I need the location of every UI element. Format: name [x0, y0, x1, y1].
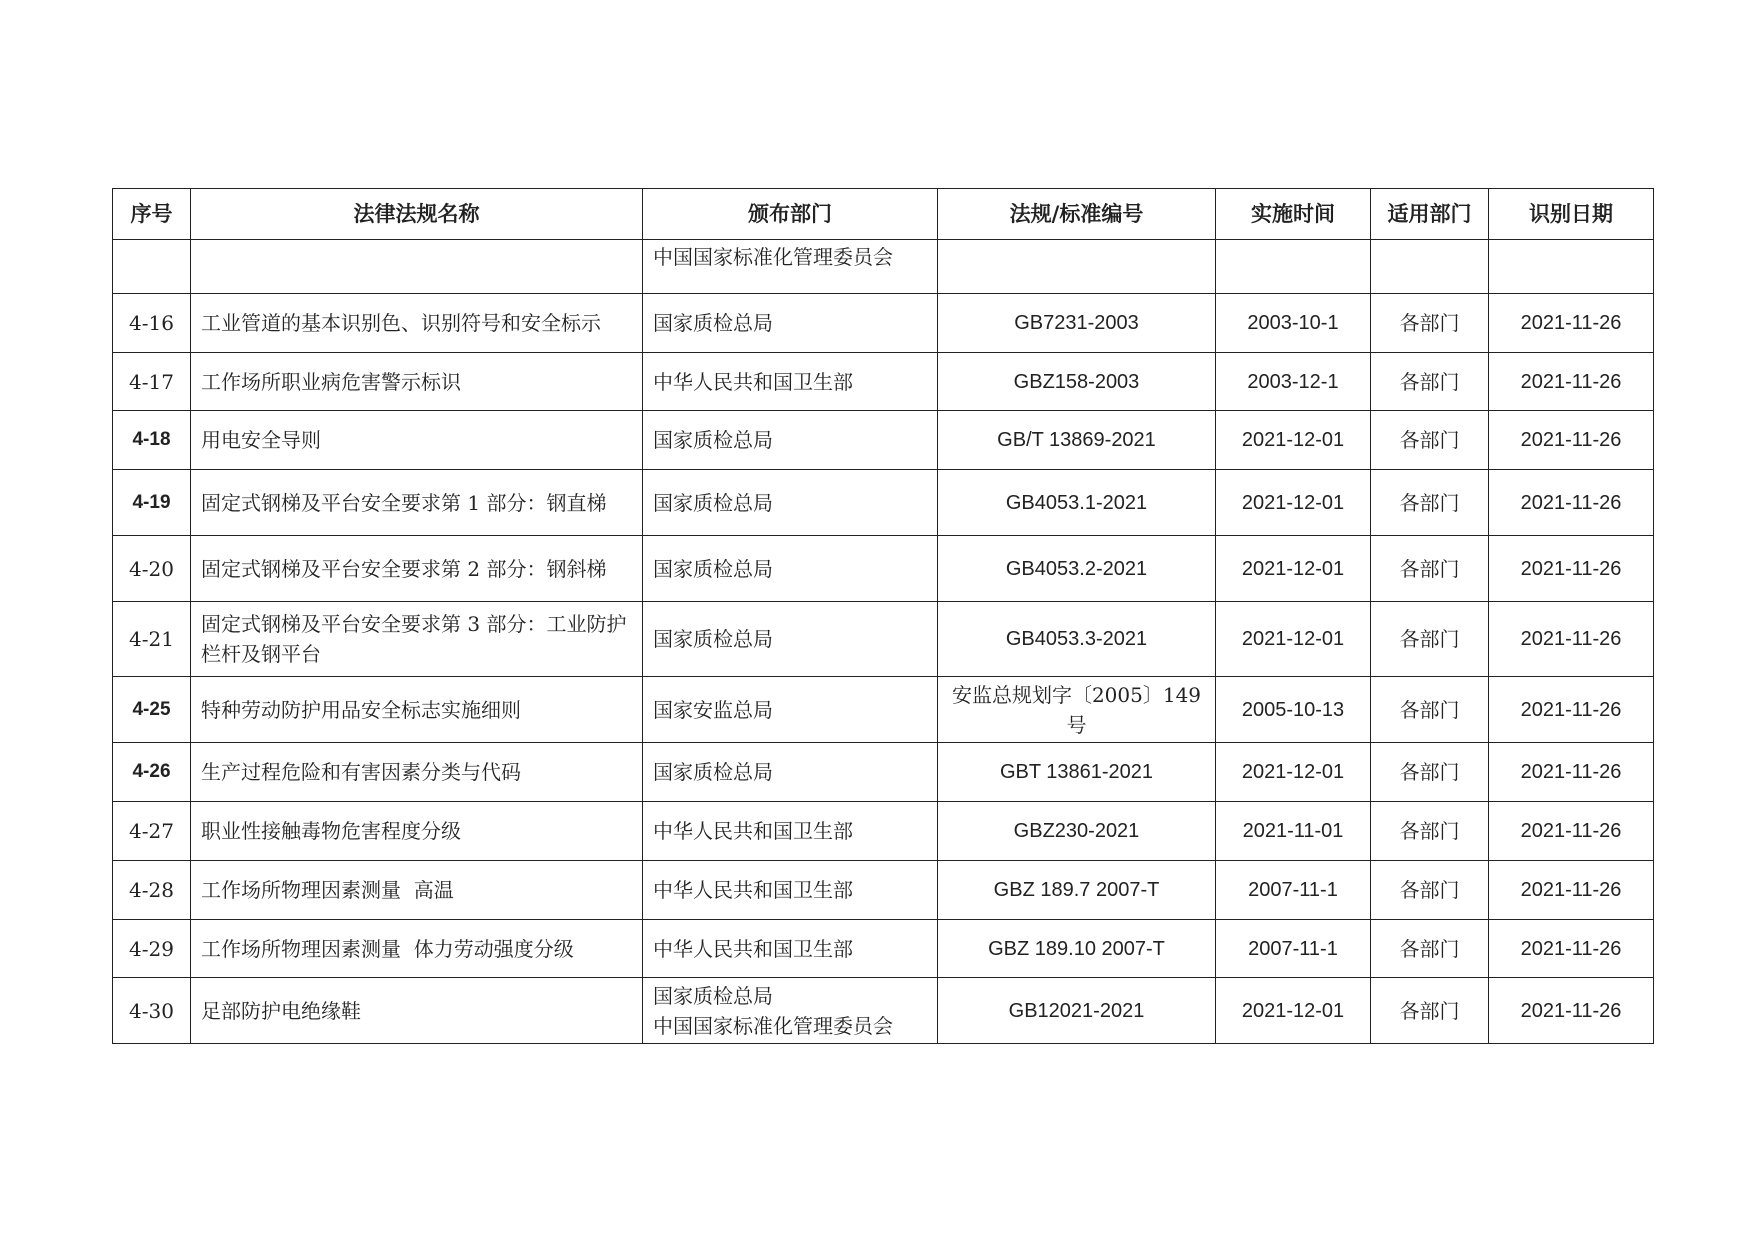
cell-applicable: 各部门 [1371, 536, 1489, 602]
cell-identified: 2021-11-26 [1489, 411, 1654, 470]
table-row [113, 536, 1654, 602]
cell-issuer: 中国国家标准化管理委员会 [643, 240, 938, 294]
cell-identified: 2021-11-26 [1489, 920, 1654, 978]
issuer-line: 国家质检总局 [653, 983, 773, 1008]
cell-effective: 2021-12-01 [1216, 743, 1371, 802]
header-applicable: 适用部门 [1371, 189, 1489, 240]
cell-effective [1216, 240, 1371, 294]
cell-issuer: 国家质检总局 [643, 602, 938, 677]
header-standard-no: 法规/标准编号 [938, 189, 1216, 240]
cell-applicable: 各部门 [1371, 470, 1489, 536]
cell-identified: 2021-11-26 [1489, 294, 1654, 353]
cell-issuer: 国家质检总局 [643, 294, 938, 353]
cell-identified: 2021-11-26 [1489, 602, 1654, 677]
cell-applicable: 各部门 [1371, 802, 1489, 861]
cell-identified: 2021-11-26 [1489, 353, 1654, 411]
cell-effective: 2021-12-01 [1216, 470, 1371, 536]
header-identified: 识别日期 [1489, 189, 1654, 240]
cell-identified: 2021-11-26 [1489, 470, 1654, 536]
cell-issuer: 国家安监总局 [643, 677, 938, 743]
table-row [113, 920, 1654, 978]
cell-issuer: 中华人民共和国卫生部 [643, 802, 938, 861]
cell-applicable: 各部门 [1371, 743, 1489, 802]
cell-seq: 4-27 [113, 802, 191, 861]
cell-seq: 4-26 [113, 743, 191, 802]
header-name: 法律法规名称 [191, 189, 643, 240]
header-issuer: 颁布部门 [643, 189, 938, 240]
cell-standard-no: GB7231-2003 [938, 294, 1216, 353]
cell-issuer [643, 978, 938, 1044]
cell-name: 固定式钢梯及平台安全要求第 2 部分：钢斜梯 [191, 536, 643, 602]
cell-identified: 2021-11-26 [1489, 802, 1654, 861]
cell-applicable: 各部门 [1371, 411, 1489, 470]
cell-name: 生产过程危险和有害因素分类与代码 [191, 743, 643, 802]
table-row [113, 677, 1654, 743]
cell-name: 固定式钢梯及平台安全要求第 3 部分：工业防护栏杆及钢平台 [191, 602, 643, 677]
table-row [113, 743, 1654, 802]
cell-standard-no: GBZ 189.7 2007-T [938, 861, 1216, 920]
cell-applicable: 各部门 [1371, 353, 1489, 411]
cell-name: 工作场所职业病危害警示标识 [191, 353, 643, 411]
cell-applicable: 各部门 [1371, 861, 1489, 920]
table-row [113, 802, 1654, 861]
table-row [113, 978, 1654, 1044]
cell-applicable: 各部门 [1371, 677, 1489, 743]
cell-effective: 2003-10-1 [1216, 294, 1371, 353]
cell-standard-no: GB4053.1-2021 [938, 470, 1216, 536]
cell-seq: 4-16 [113, 294, 191, 353]
cell-effective: 2021-12-01 [1216, 411, 1371, 470]
cell-name: 足部防护电绝缘鞋 [191, 978, 643, 1044]
cell-name: 工业管道的基本识别色、识别符号和安全标示 [191, 294, 643, 353]
cell-standard-no: GBZ 189.10 2007-T [938, 920, 1216, 978]
cell-seq: 4-20 [113, 536, 191, 602]
continuation-row [113, 240, 1654, 294]
cell-name: 固定式钢梯及平台安全要求第 1 部分：钢直梯 [191, 470, 643, 536]
cell-effective: 2021-12-01 [1216, 536, 1371, 602]
cell-name: 特种劳动防护用品安全标志实施细则 [191, 677, 643, 743]
cell-identified: 2021-11-26 [1489, 677, 1654, 743]
cell-standard-no [938, 240, 1216, 294]
cell-standard-no: GB4053.2-2021 [938, 536, 1216, 602]
cell-issuer: 中华人民共和国卫生部 [643, 861, 938, 920]
cell-effective: 2021-11-01 [1216, 802, 1371, 861]
cell-seq: 4-28 [113, 861, 191, 920]
cell-seq: 4-19 [113, 470, 191, 536]
cell-issuer: 中华人民共和国卫生部 [643, 353, 938, 411]
header-row [113, 189, 1654, 240]
cell-effective: 2007-11-1 [1216, 920, 1371, 978]
cell-identified [1489, 240, 1654, 294]
header-seq: 序号 [113, 189, 191, 240]
cell-applicable: 各部门 [1371, 602, 1489, 677]
cell-issuer: 中华人民共和国卫生部 [643, 920, 938, 978]
cell-seq: 4-29 [113, 920, 191, 978]
cell-seq [113, 240, 191, 294]
table-row [113, 470, 1654, 536]
cell-identified: 2021-11-26 [1489, 536, 1654, 602]
cell-applicable [1371, 240, 1489, 294]
cell-issuer: 国家质检总局 [643, 470, 938, 536]
cell-issuer: 国家质检总局 [643, 411, 938, 470]
cell-seq: 4-30 [113, 978, 191, 1044]
cell-standard-no: GBZ158-2003 [938, 353, 1216, 411]
cell-name: 用电安全导则 [191, 411, 643, 470]
cell-applicable: 各部门 [1371, 920, 1489, 978]
cell-standard-no: GBZ230-2021 [938, 802, 1216, 861]
table-row [113, 861, 1654, 920]
cell-name: 职业性接触毒物危害程度分级 [191, 802, 643, 861]
header-effective: 实施时间 [1216, 189, 1371, 240]
cell-applicable: 各部门 [1371, 978, 1489, 1044]
cell-standard-no: GBT 13861-2021 [938, 743, 1216, 802]
cell-standard-no: GB/T 13869-2021 [938, 411, 1216, 470]
cell-identified: 2021-11-26 [1489, 978, 1654, 1044]
cell-name: 工作场所物理因素测量 体力劳动强度分级 [191, 920, 643, 978]
cell-standard-no: 安监总规划字〔2005〕149号 [938, 677, 1216, 743]
cell-effective: 2007-11-1 [1216, 861, 1371, 920]
cell-effective: 2005-10-13 [1216, 677, 1371, 743]
cell-name [191, 240, 643, 294]
cell-identified: 2021-11-26 [1489, 743, 1654, 802]
table-row [113, 294, 1654, 353]
cell-seq: 4-21 [113, 602, 191, 677]
cell-applicable: 各部门 [1371, 294, 1489, 353]
cell-standard-no: GB12021-2021 [938, 978, 1216, 1044]
cell-seq: 4-25 [113, 677, 191, 743]
table-row [113, 411, 1654, 470]
cell-seq: 4-17 [113, 353, 191, 411]
cell-effective: 2003-12-1 [1216, 353, 1371, 411]
cell-standard-no: GB4053.3-2021 [938, 602, 1216, 677]
cell-issuer: 国家质检总局 [643, 743, 938, 802]
cell-issuer: 国家质检总局 [643, 536, 938, 602]
cell-effective: 2021-12-01 [1216, 978, 1371, 1044]
table-row [113, 353, 1654, 411]
cell-name: 工作场所物理因素测量 高温 [191, 861, 643, 920]
cell-effective: 2021-12-01 [1216, 602, 1371, 677]
regulations-table [112, 188, 1654, 1044]
cell-identified: 2021-11-26 [1489, 861, 1654, 920]
table-row [113, 602, 1654, 677]
cell-seq: 4-18 [113, 411, 191, 470]
issuer-line: 中国国家标准化管理委员会 [653, 1013, 893, 1038]
